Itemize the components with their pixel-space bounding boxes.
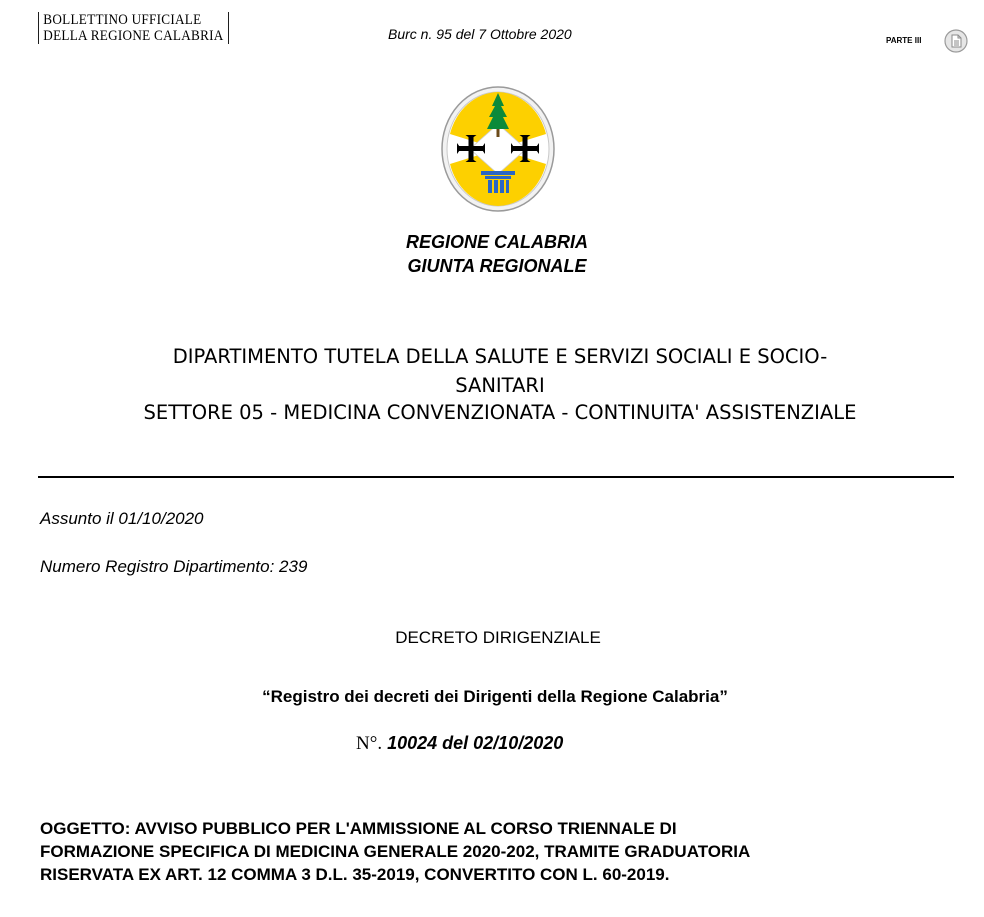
oggetto-line3: RISERVATA EX ART. 12 COMMA 3 D.L. 35-2019, CONVERTITO CON L. 60-2019.: [40, 865, 670, 884]
decree-number: [356, 733, 563, 755]
horizontal-rule: [38, 476, 954, 478]
assunto-date: Assunto il 01/10/2020: [40, 509, 204, 528]
decree-number-label: N°.: [356, 733, 383, 754]
decree-registry: “Registro dei decreti dei Dirigenti della Regione Calabria”: [262, 687, 728, 706]
oggetto-line2: FORMAZIONE SPECIFICA DI MEDICINA GENERALE 2020-202, TRAMITE GRADUATORIA: [40, 842, 751, 861]
bollettino-line1: BOLLETTINO UFFICIALE: [43, 12, 202, 28]
numero-registro: Numero Registro Dipartimento: 239: [40, 557, 308, 576]
parte-label: PARTE III: [886, 36, 922, 45]
regione-title: REGIONE CALABRIA: [405, 232, 588, 252]
regione-calabria-logo: [441, 86, 555, 212]
burc-issue: Burc n. 95 del 7 Ottobre 2020: [388, 26, 572, 42]
sector-line: SETTORE 05 - MEDICINA CONVENZIONATA - CONTINUITA' ASSISTENZIALE: [143, 401, 857, 424]
giunta-title: GIUNTA REGIONALE: [407, 256, 587, 276]
department-line1: DIPARTIMENTO TUTELA DELLA SALUTE E SERVIZI SOCIALI E SOCIO-: [172, 345, 828, 368]
decree-number-value: 10024 del 02/10/2020: [387, 733, 564, 753]
oggetto-line1: OGGETTO: AVVISO PUBBLICO PER L'AMMISSIONE AL CORSO TRIENNALE DI: [40, 819, 677, 838]
decree-type: DECRETO DIRIGENZIALE: [395, 628, 601, 647]
oggetto-block: [40, 817, 960, 886]
bollettino-line2: DELLA REGIONE CALABRIA: [43, 28, 224, 44]
document-icon[interactable]: [944, 29, 968, 53]
department-line2: SANITARI: [455, 374, 545, 397]
bollettino-masthead: [38, 12, 229, 44]
